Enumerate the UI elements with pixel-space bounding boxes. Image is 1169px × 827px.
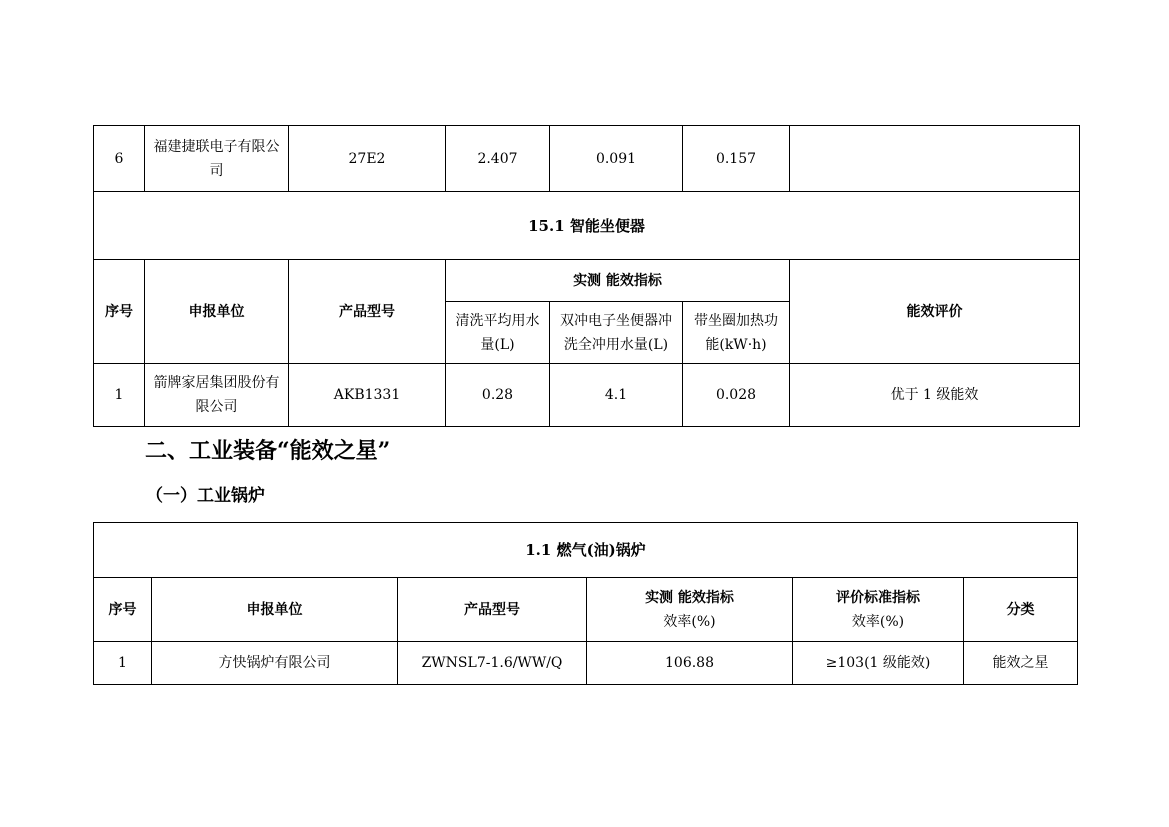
section-heading: 二、工业装备“能效之星”: [145, 438, 391, 464]
smart-toilet-table: [93, 125, 1080, 427]
header-row: [94, 260, 1080, 302]
section-title-row: [94, 523, 1078, 578]
cell-model: 27E2: [289, 126, 446, 192]
cell-category: 能效之星: [964, 642, 1078, 685]
cell-unit: 方快锅炉有限公司: [152, 642, 398, 685]
cell-model: AKB1331: [289, 364, 446, 427]
header-model: 产品型号: [289, 260, 446, 364]
header-sub-2: 双冲电子坐便器冲洗全冲用水量(L): [550, 302, 683, 364]
boiler-table: [93, 522, 1078, 685]
cell-value-1: 0.28: [446, 364, 550, 427]
section-title: 1.1 燃气(油)锅炉: [94, 523, 1078, 578]
header-unit: 申报单位: [152, 578, 398, 642]
cell-value-3: 0.157: [683, 126, 790, 192]
cell-unit: 福建捷联电子有限公司: [145, 126, 289, 192]
cell-value-3: 0.028: [683, 364, 790, 427]
section-title-row: [94, 192, 1080, 260]
cell-no: 6: [94, 126, 145, 192]
header-measured: [587, 578, 793, 642]
cell-no: 1: [94, 364, 145, 427]
header-no: 序号: [94, 578, 152, 642]
table-row: [94, 364, 1080, 427]
header-sub-1: 清洗平均用水量(L): [446, 302, 550, 364]
cell-eval: 优于 1 级能效: [790, 364, 1080, 427]
header-no: 序号: [94, 260, 145, 364]
header-standard-sub: 效率(%): [851, 613, 905, 630]
header-category: 分类: [964, 578, 1078, 642]
cell-value-1: 2.407: [446, 126, 550, 192]
header-eval: 能效评价: [790, 260, 1080, 364]
cell-standard: ≥103(1 级能效): [793, 642, 964, 685]
table-row: [94, 642, 1078, 685]
table-row: [94, 126, 1080, 192]
cell-unit: 箭牌家居集团股份有限公司: [145, 364, 289, 427]
header-measured-label: 实测 能效指标: [645, 589, 734, 606]
header-sub-3: 带坐圈加热功能(kW·h): [683, 302, 790, 364]
header-standard-label: 评价标准指标: [836, 589, 920, 606]
header-measured: 实测 能效指标: [446, 260, 790, 302]
cell-value-2: 0.091: [550, 126, 683, 192]
sub-heading: （一）工业锅炉: [146, 486, 265, 506]
cell-eval: [790, 126, 1080, 192]
header-unit: 申报单位: [145, 260, 289, 364]
header-standard: [793, 578, 964, 642]
cell-model: ZWNSL7-1.6/WW/Q: [398, 642, 587, 685]
header-row: [94, 578, 1078, 642]
header-model: 产品型号: [398, 578, 587, 642]
cell-measured: 106.88: [587, 642, 793, 685]
cell-no: 1: [94, 642, 152, 685]
header-measured-sub: 效率(%): [663, 613, 716, 630]
section-title: 15.1 智能坐便器: [94, 192, 1080, 260]
cell-value-2: 4.1: [550, 364, 683, 427]
